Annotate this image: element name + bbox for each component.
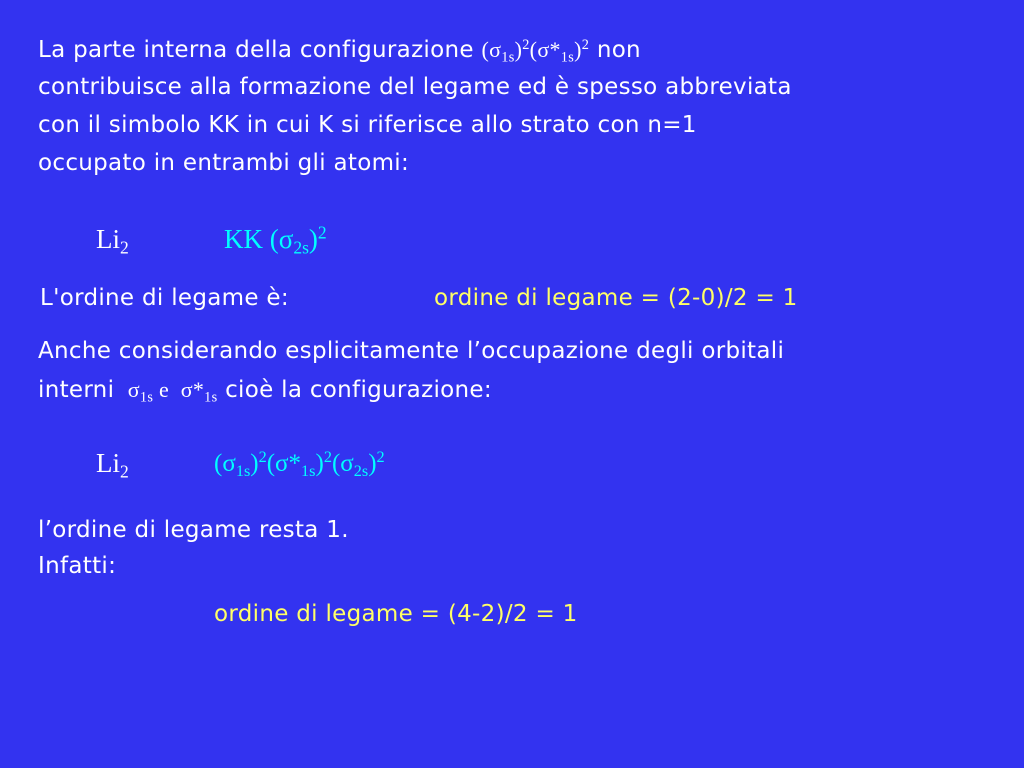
li2-full-configuration: $(\sigma_{1s})^2(\sigma*_{1s})^2(\sigma_{2s})^2$: [214, 448, 385, 480]
intro-line-2: contribuisce alla formazione del legame ed è spesso abbreviata: [38, 74, 792, 100]
intro-line-1-after: non: [596, 37, 641, 63]
intro-line-4: occupato in entrambi gli atomi:: [38, 150, 410, 176]
inner-line-1: Anche considerando esplicitamente l’occupazione degli orbitali: [38, 338, 785, 364]
inner-line-2: interni $\sigma_{1s}$ e $\sigma*_{1s}$ cioè la configurazione:: [38, 377, 492, 406]
bond-order-result-1: ordine di legame = (2-0)/2 = 1: [434, 285, 798, 311]
li2-molecule-2: $Li_2$: [96, 448, 129, 482]
conclusion-line-2: Infatti:: [38, 553, 117, 579]
li2-molecule-1: $Li_2$: [96, 224, 129, 258]
li2-kk-configuration: KK $(\sigma_{2s})^2$: [224, 222, 327, 258]
conclusion-line-1: l’ordine di legame resta 1.: [38, 517, 349, 543]
bond-order-label: L'ordine di legame è:: [40, 285, 289, 311]
inner-config-formula: $(\sigma_{1s})^2(\sigma*_{1s})^2$: [481, 37, 590, 66]
intro-line-1: [38, 31, 641, 69]
intro-line-1-text: La parte interna della configurazione: [38, 37, 474, 63]
intro-line-3: con il simbolo KK in cui K si riferisce allo strato con n=1: [38, 112, 697, 138]
inner-orbitals-formula: $\sigma_{1s}$ e $\sigma*_{1s}$: [127, 377, 218, 406]
bond-order-result-2: ordine di legame = (4-2)/2 = 1: [214, 601, 578, 627]
